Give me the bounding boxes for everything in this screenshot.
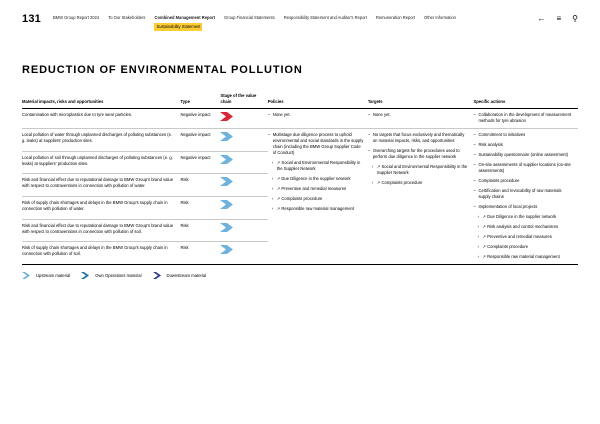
own-operations-legend-icon bbox=[81, 272, 90, 279]
cell-actions bbox=[473, 129, 578, 265]
upstream-arrow-icon bbox=[220, 132, 246, 141]
nav-item-group-financial-statements[interactable]: Group Financial Statements bbox=[224, 15, 275, 20]
table-header-row bbox=[22, 93, 578, 109]
downstream-arrow-icon bbox=[220, 112, 246, 121]
nav-item-combined-management-report[interactable] bbox=[154, 15, 215, 31]
cell-type: Negative impact bbox=[180, 151, 220, 174]
targets-item: – No targets that focus exclusively and thematically on material impacts, risks, and opportunities bbox=[368, 132, 470, 144]
page-title: REDUCTION OF ENVIRONMENTAL POLLUTION bbox=[22, 64, 303, 76]
policies-link[interactable]: › ↗ Social and Environmental Responsibility in the Supplier Network bbox=[268, 160, 364, 172]
menu-icon[interactable]: ≡ bbox=[556, 14, 562, 23]
policies-list bbox=[268, 132, 364, 212]
table-row bbox=[22, 109, 578, 129]
top-navigation bbox=[22, 14, 578, 36]
downstream-legend-icon bbox=[153, 272, 162, 279]
cell-type: Negative impact bbox=[180, 109, 220, 129]
cell-stage bbox=[220, 196, 267, 219]
nav-item-list bbox=[53, 14, 523, 31]
nav-item-combined-management-report-label: Combined Management Report bbox=[154, 15, 215, 20]
actions-item: – Complaints procedure bbox=[473, 178, 574, 184]
nav-icon-group bbox=[537, 14, 578, 23]
legend-label-upstream: Upstream material bbox=[36, 273, 71, 278]
table-row bbox=[22, 129, 578, 152]
actions-link[interactable]: › ↗ Complaints procedure bbox=[473, 244, 574, 250]
column-header-type: Type bbox=[180, 93, 220, 109]
cell-stage bbox=[220, 174, 267, 197]
column-header-stage: Stage of the value chain bbox=[220, 93, 267, 109]
upstream-arrow-icon bbox=[220, 223, 246, 232]
cell-type: Risk bbox=[180, 219, 220, 242]
cell-policies bbox=[268, 109, 368, 129]
policies-link[interactable]: › ↗ Preventive and remedial measures bbox=[268, 186, 364, 192]
actions-item: – Certification and revocability of raw materials supply chains bbox=[473, 188, 574, 200]
cell-impact: Risk and financial effect due to reputational damage to BMW Group's brand value with respect to contraventions in connection with pollution of soil. bbox=[22, 219, 180, 242]
actions-item: – On-site assessments of supplier locations (on-site assessments) bbox=[473, 162, 574, 174]
cell-type: Negative impact bbox=[180, 129, 220, 152]
cell-targets bbox=[368, 129, 474, 265]
policies-item: – None yet. bbox=[268, 112, 364, 118]
nav-item-other-information[interactable]: Other Information bbox=[424, 15, 456, 20]
nav-item-to-our-stakeholders[interactable]: To Our Stakeholders bbox=[108, 15, 146, 20]
targets-item: – Overarching targets for the procedures used to perform due diligence in the supplier network bbox=[368, 148, 470, 160]
cell-stage bbox=[220, 109, 267, 129]
cell-targets bbox=[368, 109, 474, 129]
cell-policies bbox=[268, 129, 368, 265]
policies-item: – Multistage due diligence process to uphold environmental and social standards in the supply chain (including the BMW Group Supplier Code of Conduct) bbox=[268, 132, 364, 156]
targets-link[interactable]: › ↗ Complaints procedure bbox=[368, 180, 470, 186]
actions-item: – Sustainability questionnaire (online assessment) bbox=[473, 152, 574, 158]
upstream-arrow-icon bbox=[220, 155, 246, 164]
cell-impact: Risk of supply chain shortages and delays in the BMW Group's supply chain in connection with pollution of water. bbox=[22, 196, 180, 219]
targets-list bbox=[368, 132, 470, 186]
actions-link[interactable]: › ↗ Responsible raw material management bbox=[473, 254, 574, 260]
cell-impact: Local pollution of soil through unplanned discharges of polluting substances (e. g. leaks) at suppliers' production sites. bbox=[22, 151, 180, 174]
legend bbox=[22, 272, 578, 279]
search-icon[interactable]: ⚲ bbox=[572, 14, 578, 23]
actions-link[interactable]: › ↗ Risk analysis and control mechanisms bbox=[473, 224, 574, 230]
cell-type: Risk bbox=[180, 196, 220, 219]
column-header-actions: Specific actions bbox=[473, 93, 578, 109]
upstream-arrow-icon bbox=[220, 200, 246, 209]
actions-list bbox=[473, 112, 574, 124]
cell-impact: Local pollution of water through unplanned discharges of polluting substances (e. g. leaks) at suppliers' production sites. bbox=[22, 129, 180, 152]
actions-list bbox=[473, 132, 574, 260]
cell-stage bbox=[220, 151, 267, 174]
upstream-arrow-icon bbox=[220, 177, 246, 186]
policies-list bbox=[268, 112, 364, 118]
cell-actions bbox=[473, 109, 578, 129]
cell-impact: Risk of supply chain shortages and delays in the BMW Group's supply chain in connection with pollution of soil. bbox=[22, 242, 180, 265]
actions-item: – Collaboration in the development of measurement methods for tyre abrasion bbox=[473, 112, 574, 124]
cell-stage bbox=[220, 129, 267, 152]
page-number: 131 bbox=[22, 13, 41, 25]
actions-item: – Commitment to initiatives bbox=[473, 132, 574, 138]
cell-type: Risk bbox=[180, 174, 220, 197]
cell-impact: Risk and financial effect due to reputational damage to BMW Group's brand value with respect to contraventions in connection with pollution of water. bbox=[22, 174, 180, 197]
nav-item-bmw-group-report[interactable]: BMW Group Report 2024 bbox=[52, 15, 100, 20]
impacts-risks-opportunities-table bbox=[22, 93, 578, 265]
targets-link[interactable]: › ↗ Social and Environmental Responsibility in the Supplier Network bbox=[368, 164, 470, 176]
nav-item-responsibility-statement[interactable]: Responsibility Statement and Auditor's Report bbox=[283, 15, 367, 20]
actions-link[interactable]: › ↗ Preventive and remedial measures bbox=[473, 234, 574, 240]
column-header-impacts: Material impacts, risks and opportunities bbox=[22, 93, 180, 109]
cell-type: Risk bbox=[180, 242, 220, 265]
legend-label-downstream: Downstream material bbox=[166, 273, 207, 278]
policies-link[interactable]: › ↗ Due Diligence in the supplier network bbox=[268, 176, 364, 182]
actions-link[interactable]: › ↗ Due Diligence in the supplier network bbox=[473, 214, 574, 220]
actions-item: – Implementation of local projects bbox=[473, 204, 574, 210]
targets-item: – None yet. bbox=[368, 112, 470, 118]
cell-stage bbox=[220, 219, 267, 242]
policies-link[interactable]: › ↗ Responsible raw material management bbox=[268, 206, 364, 212]
policies-link[interactable]: › ↗ Complaints procedure bbox=[268, 196, 364, 202]
legend-label-own-operations: Own Operations material bbox=[95, 273, 142, 278]
nav-item-remuneration-report[interactable]: Remuneration Report bbox=[375, 15, 416, 20]
actions-item: – Risk analysis bbox=[473, 142, 574, 148]
cell-impact: Contamination with microplastics due to tyre wear particles. bbox=[22, 109, 180, 129]
targets-list bbox=[368, 112, 470, 118]
nav-subitem-sustainability-statement[interactable]: Sustainability Statement bbox=[156, 24, 201, 29]
cell-stage bbox=[220, 242, 267, 265]
column-header-targets: Targets bbox=[368, 93, 474, 109]
column-header-policies: Policies bbox=[268, 93, 368, 109]
arrow-left-icon[interactable]: ← bbox=[537, 14, 546, 23]
upstream-legend-icon bbox=[22, 272, 31, 279]
upstream-arrow-icon bbox=[220, 245, 246, 254]
